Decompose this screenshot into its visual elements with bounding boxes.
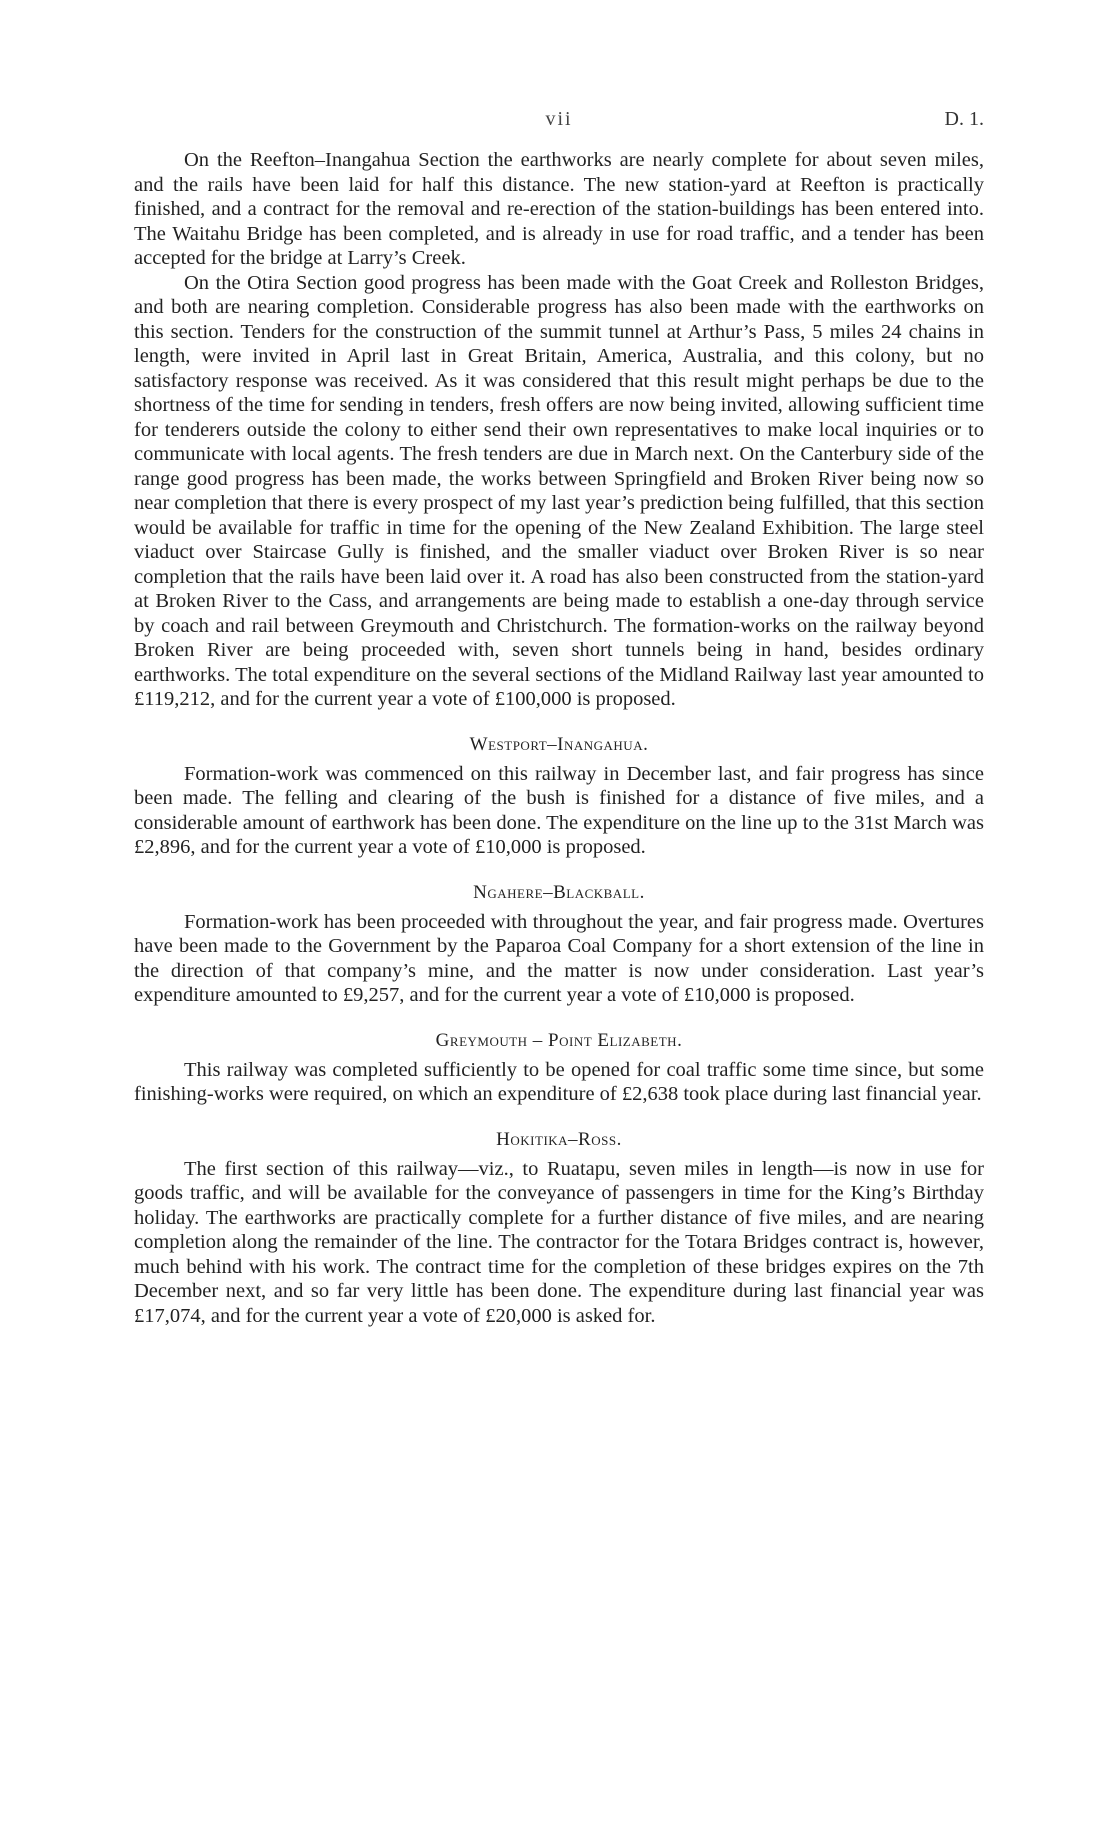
page-header bbox=[134, 108, 984, 148]
section-heading: Hokitika–Ross. bbox=[496, 1128, 622, 1150]
document-page bbox=[134, 108, 984, 1328]
section-heading: Greymouth – Point Elizabeth. bbox=[435, 1029, 683, 1051]
page-number: vii bbox=[545, 108, 573, 130]
section-heading: Ngahere–Blackball. bbox=[473, 881, 645, 903]
section-heading: Westport–Inangahua. bbox=[469, 733, 649, 755]
section-ngahere-blackball bbox=[134, 882, 984, 1008]
section-paragraph: Formation-work has been proceeded with throughout the year, and fair progress made. Overtures have been made to the Government by the Paparoa Coal Company for a short extension of the line in the direction of that company’s mine, and the matter is now under consideration. Last year’s expenditure amounted to £9,257, and for the current year a vote of £10,000 is proposed. bbox=[134, 910, 984, 1006]
section-westport-inangahua bbox=[134, 734, 984, 860]
section-greymouth-point-elizabeth bbox=[134, 1030, 984, 1107]
paragraph-reefton-inangahua: On the Reefton–Inangahua Section the earthworks are nearly complete for about seven miles, and the rails have been laid for half this distance. The new station-yard at Reefton is practically finished, and a contract for the removal and re-erection of the station-buildings has been entered into. The Waitahu Bridge has been completed, and is already in use for road traffic, and a tender has been accepted for the bridge at Larry’s Creek. bbox=[134, 149, 984, 269]
document-reference: D. 1. bbox=[944, 108, 984, 130]
section-paragraph: Formation-work was commenced on this railway in December last, and fair progress has since been made. The felling and clearing of the bush is finished for a distance of five miles, and a considerable amount of earthwork has been done. The expenditure on the line up to the 31st March was £2,896, and for the current year a vote of £10,000 is proposed. bbox=[134, 762, 984, 858]
section-paragraph: The first section of this railway—viz., to Ruatapu, seven miles in length—is now in use for goods traffic, and will be available for the conveyance of passengers in time for the King’s Birthday holiday. The earthworks are practically complete for a further distance of five miles, and are nearing completion along the remainder of the line. The contractor for the Totara Bridges contract is, however, much behind with his work. The contract time for the completion of these bridges expires on the 7th December next, and so far very little has been done. The expenditure during last financial year was £17,074, and for the current year a vote of £20,000 is asked for. bbox=[134, 1157, 984, 1327]
section-hokitika-ross bbox=[134, 1129, 984, 1329]
paragraph-otira-section: On the Otira Section good progress has been made with the Goat Creek and Rolleston Bridges, and both are nearing completion. Considerable progress has also been made with the earthworks on this section. Tenders for the construction of the summit tunnel at Arthur’s Pass, 5 miles 24 chains in length, were invited in April last in Great Britain, America, Australia, and this colony, but no satisfactory response was received. As it was considered that this result might perhaps be due to the shortness of the time for sending in tenders, fresh offers are now being invited, allowing sufficient time for tenderers outside the colony to either send their own representatives to make local inquiries or to communicate with local agents. The fresh tenders are due in March next. On the Canterbury side of the range good progress has been made, the works between Springfield and Broken River being now so near completion that there is every prospect of my last year’s prediction being fulfilled, that this section would be available for traffic in time for the opening of the New Zealand Exhibition. The large steel viaduct over Staircase Gully is finished, and the smaller viaduct over Broken River is so near completion that the rails have been laid over it. A road has also been constructed from the station-yard at Broken River to the Cass, and arrangements are being made to establish a one-day through service by coach and rail between Greymouth and Christchurch. The formation-works on the railway beyond Broken River are being proceeded with, seven short tunnels being in hand, besides ordinary earthworks. The total expenditure on the several sections of the Midland Railway last year amounted to £119,212, and for the current year a vote of £100,000 is proposed. bbox=[134, 271, 984, 710]
section-paragraph: This railway was completed sufficiently to be opened for coal traffic some time since, but some finishing-works were required, on which an expenditure of £2,638 took place during last financial year. bbox=[134, 1058, 984, 1105]
